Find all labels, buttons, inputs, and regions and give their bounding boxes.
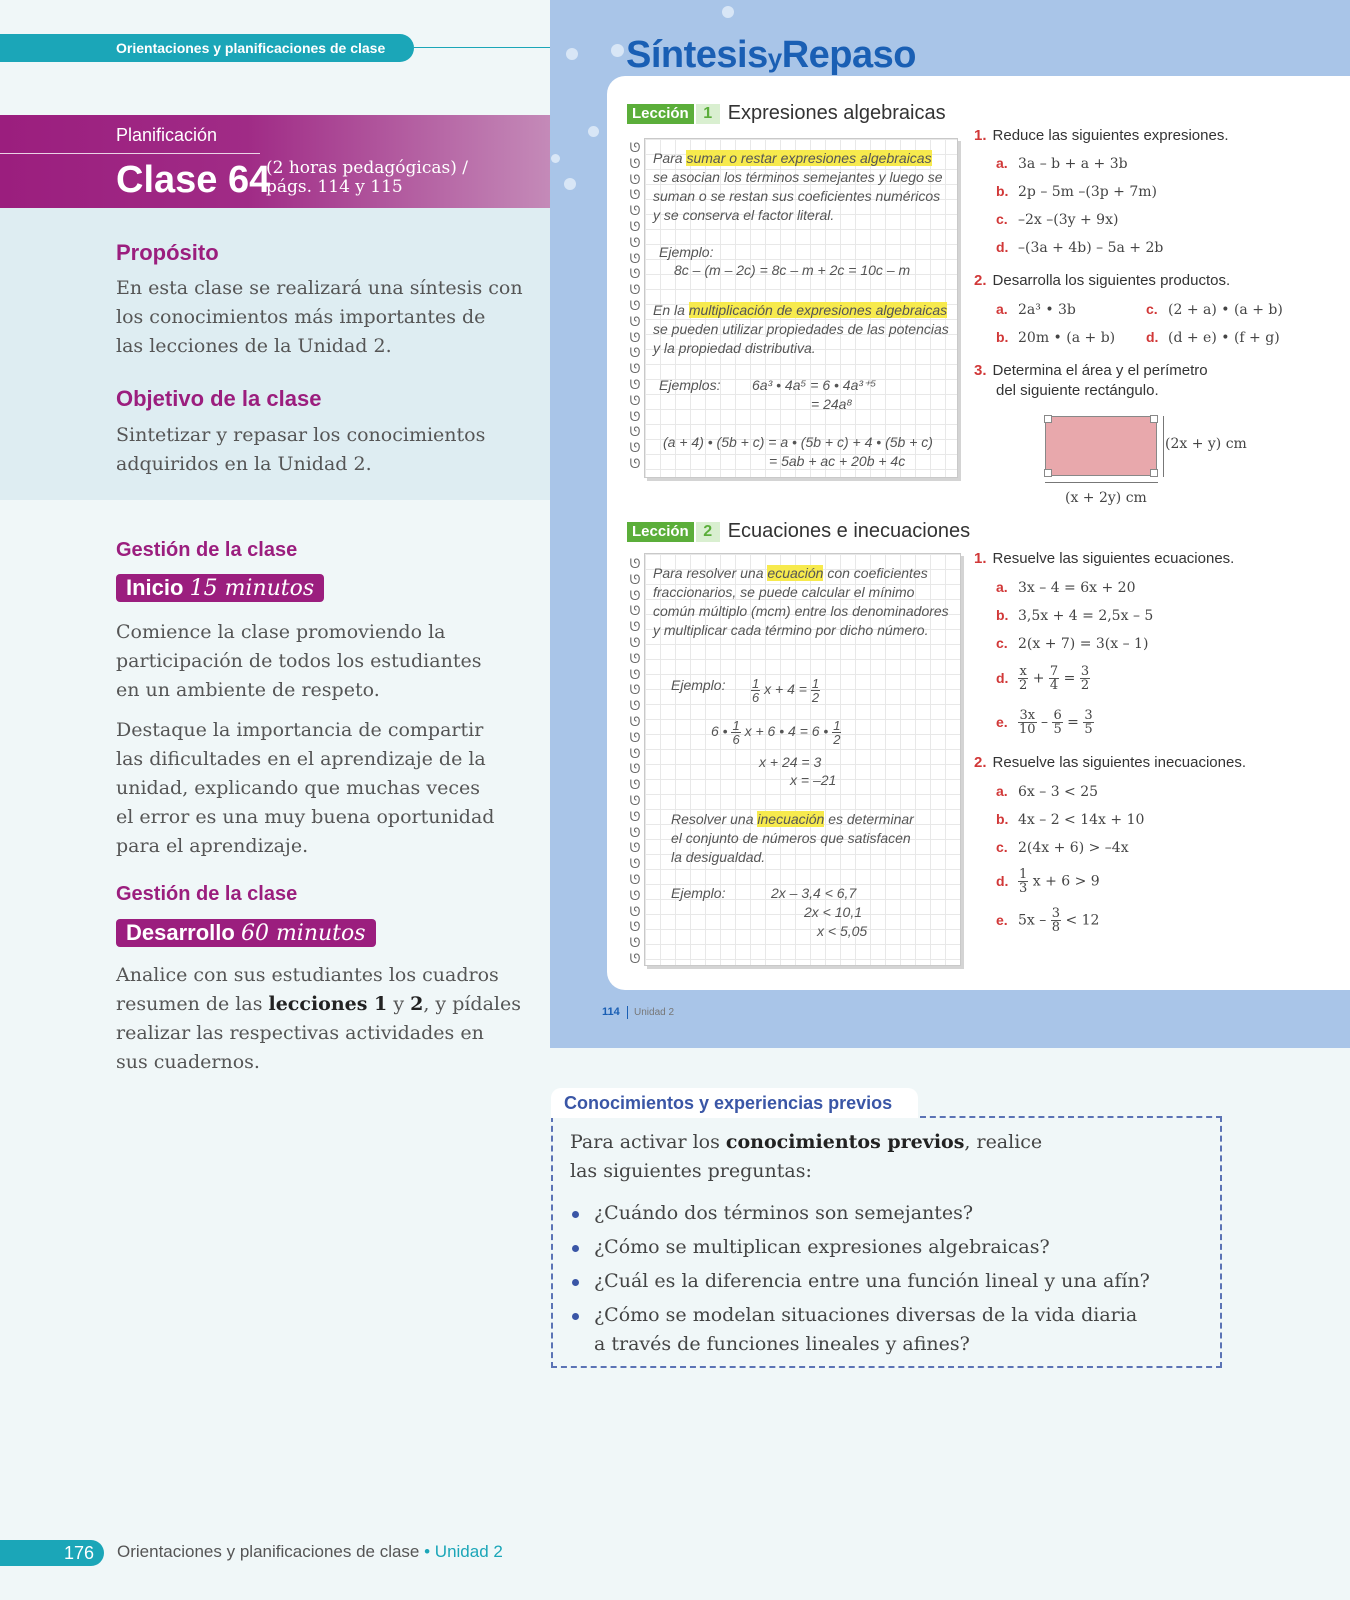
inicio-p2 (116, 716, 494, 861)
nb1-line: se asocian los términos semejantes y luego se (653, 169, 943, 185)
bullet-dot (572, 1313, 579, 1320)
q-text: Resuelve las siguientes inecuaciones. (992, 754, 1246, 771)
page-number-divider (627, 1006, 628, 1019)
text-run: , y pídales (423, 993, 521, 1015)
nb2-ineq: 2x – 3,4 < 6,7 (771, 885, 857, 901)
frac-num: 1 (732, 718, 740, 733)
frac-num: 1 (833, 718, 841, 733)
decor-dot (588, 126, 599, 137)
rect-corner (1044, 469, 1052, 477)
header-tab: Orientaciones y planificaciones de clase (0, 34, 414, 62)
hours-line1: (2 horas pedagógicas) / (266, 158, 468, 178)
leccion-number: 1 (696, 104, 720, 124)
q-text: Resuelve las siguientes ecuaciones. (992, 550, 1235, 567)
q-number: 2. (974, 272, 987, 289)
frac-den: 2 (811, 690, 820, 705)
frac-num: 3x (1019, 708, 1036, 723)
proposito-title: Propósito (116, 240, 219, 265)
cono-question: ¿Cuál es la diferencia entre una función lineal y una afín? (594, 1270, 1150, 1292)
dim-line-horizontal (1045, 482, 1158, 483)
text-line: sus cuadernos. (116, 1051, 260, 1073)
gestion-title-2: Gestión de la clase (116, 883, 298, 905)
pill-bold: Desarrollo (126, 920, 235, 945)
ex2-q1-item (996, 633, 1148, 654)
nb2-ineq: x < 5,05 (817, 923, 868, 939)
leccion-title: Expresiones algebraicas (727, 102, 946, 124)
fraction (1080, 665, 1090, 692)
proposito-line: En esta clase se realizará una síntesis con (116, 277, 523, 299)
item-expr: (d + e) • (f + g) (1168, 330, 1280, 346)
leccion-number: 2 (696, 522, 720, 542)
frac-num: x (1019, 664, 1027, 679)
header-line (414, 47, 550, 48)
cono-question-line: a través de funciones lineales y afines? (594, 1333, 970, 1355)
fraction (1018, 665, 1028, 692)
ex2-q2-item (996, 907, 1099, 934)
text-bold: lecciones 1 (268, 993, 388, 1015)
nb1-expr: (a + 4) • (5b + c) = a • (5b + c) + 4 • (5b + c) (663, 434, 933, 450)
text-bold: 2 (410, 993, 424, 1015)
nb2-line (653, 564, 928, 583)
nb2-step2 (711, 719, 841, 746)
objetivo-line: Sintetizar y repasar los conocimientos (116, 424, 486, 446)
decor-dot (722, 6, 734, 18)
ex2-q1-item (996, 605, 1153, 626)
item-letter: b. (996, 329, 1009, 345)
pill-bold: Inicio (126, 575, 184, 600)
item-letter: b. (996, 811, 1009, 827)
item-expr: –(3a + 4b) – 5a + 2b (1018, 240, 1164, 256)
frac-den: 10 (1019, 722, 1036, 737)
frac-den: 6 (752, 690, 760, 705)
fraction (811, 677, 820, 704)
nb2-step4: x = –21 (790, 772, 837, 788)
text-line (116, 990, 521, 1019)
text-run: En la (653, 302, 689, 318)
nb1-expr: = 24a⁸ (811, 396, 853, 412)
fraction (1049, 665, 1059, 692)
text-line: en un ambiente de respeto. (116, 679, 380, 701)
ex2-q2-item (996, 781, 1098, 802)
highlight: sumar o restar expresiones algebraicas (686, 150, 932, 166)
item-expr: 6x – 3 < 25 (1018, 784, 1099, 800)
frac-num: 1 (811, 676, 820, 691)
item-expr: 5x – (1018, 912, 1047, 929)
fraction (1052, 709, 1062, 736)
clase-title: Clase 64 (116, 159, 271, 201)
dim-line-vertical (1163, 416, 1164, 477)
hours-line2: págs. 114 y 115 (266, 177, 403, 197)
decor-dot (566, 48, 578, 60)
text-line: participación de todos los estudiantes (116, 650, 482, 672)
item-expr: 3a – b + a + 3b (1018, 156, 1128, 172)
rect-corner (1150, 415, 1158, 423)
frac-den: 2 (1080, 678, 1090, 693)
q-number: 1. (974, 127, 987, 144)
ex1-q1-item (996, 181, 1157, 202)
proposito-line: las lecciones de la Unidad 2. (116, 335, 392, 357)
footer-unit: Unidad 2 (434, 1542, 503, 1561)
item-expr: (2 + a) • (a + b) (1168, 302, 1283, 318)
text-run: y (387, 993, 411, 1015)
nb1-line: y se conserva el factor literal. (653, 207, 835, 223)
leccion-1-header (627, 102, 946, 122)
item-expr: 2(4x + 6) > –4x (1018, 840, 1129, 856)
proposito-line: los conocimientos más importantes de (116, 306, 486, 328)
ex2-q1 (974, 549, 1234, 569)
item-expr: 2a³ • 3b (1018, 302, 1076, 318)
footer-title: Orientaciones y planificaciones de clase (117, 1542, 420, 1561)
desarrollo-text (116, 961, 521, 1077)
proposito-text (116, 274, 523, 361)
ex1-q2-item (1146, 327, 1280, 348)
desarrollo-pill (116, 919, 376, 947)
clase-hours (266, 159, 468, 197)
frac-den: 6 (732, 732, 740, 747)
nb2-line: fraccionarios, se puede calcular el mínimo (653, 584, 915, 600)
spiral-binding: ᘎ ᘎ ᘎ ᘎ ᘎ ᘎ ᘎ ᘎ ᘎ ᘎ ᘎ ᘎ ᘎ ᘎ ᘎ ᘎ ᘎ ᘎ ᘎ ᘎ ᘎ (629, 140, 641, 471)
item-expr: x + 6 > 9 (1032, 873, 1100, 890)
item-letter: a. (996, 783, 1008, 799)
frac-num: 3 (1080, 664, 1090, 679)
plan-rule (0, 153, 260, 154)
text-line: Comience la clase promoviendo la (116, 621, 446, 643)
text-line: unidad, explicando que muchas veces (116, 777, 480, 799)
frac-den: 2 (1019, 678, 1028, 693)
fraction (751, 677, 760, 704)
nb2-line: común múltiplo (mcm) entre los denominadores (653, 603, 949, 619)
fraction (832, 719, 841, 746)
item-expr: 2(x + 7) = 3(x – 1) (1018, 636, 1149, 652)
nb2-ejemplo: Ejemplo: (671, 677, 726, 693)
ex2-q2 (974, 753, 1246, 773)
ex1-q2 (974, 271, 1230, 291)
ex1-q3 (974, 361, 1208, 381)
frac-num: 6 (1053, 708, 1062, 723)
q-text: Desarrolla los siguientes productos. (992, 272, 1231, 289)
frac-den: 5 (1053, 722, 1062, 737)
item-expr: –2x –(3y + 9x) (1018, 212, 1119, 228)
nb1-line (653, 149, 932, 168)
decor-dot (564, 178, 576, 190)
nb1-line: se pueden utilizar propiedades de las potencias (653, 321, 949, 337)
text-run: , realice (964, 1131, 1043, 1153)
text-line: para el aprendizaje. (116, 835, 309, 857)
item-letter: d. (996, 669, 1009, 686)
fraction (1018, 709, 1037, 736)
frac-den: 2 (833, 732, 841, 747)
text-run: Resolver una (671, 811, 758, 827)
item-letter: c. (996, 839, 1008, 855)
book-page-unit: Unidad 2 (634, 1007, 675, 1018)
nb2-step1 (751, 677, 820, 704)
ex2-q1-item: d. $\frac{x}{2}$ + $\frac{7}{4}$ = $\frac{3}{2}$ (996, 664, 1090, 693)
nb2-ineq: 2x < 10,1 (804, 904, 862, 920)
decor-dot (551, 154, 560, 163)
book-page-number: 114 (602, 1006, 620, 1018)
title-y: y (767, 43, 782, 73)
text-run: resumen de las (116, 993, 269, 1015)
ex2-q2-item (996, 809, 1144, 830)
item-letter: c. (996, 635, 1008, 651)
item-letter: d. (996, 239, 1009, 255)
planificacion-band (0, 115, 550, 208)
nb1-ejemplos: Ejemplos: (659, 377, 721, 393)
leccion-title: Ecuaciones e inecuaciones (727, 520, 971, 542)
ex2-q2-item (996, 837, 1129, 858)
cono-question (594, 1301, 1137, 1359)
book-title (626, 34, 916, 77)
text-run: 6 • (711, 723, 728, 740)
text-run: x + 4 = (764, 681, 807, 698)
nb2-line: y multiplicar cada término por dicho número. (653, 622, 929, 638)
item-letter: c. (1146, 301, 1158, 317)
objetivo-text (116, 421, 485, 479)
frac-den: 5 (1084, 722, 1093, 737)
q-text: Reduce las siguientes expresiones. (992, 127, 1229, 144)
nb2-line (671, 810, 914, 829)
item-letter: b. (996, 607, 1009, 623)
item-expr: 20m • (a + b) (1018, 330, 1116, 346)
frac-num: 1 (752, 676, 760, 691)
footer-page-number: 176 (0, 1540, 104, 1566)
q-number: 1. (974, 550, 987, 567)
text-line: el error es una muy buena oportunidad (116, 806, 495, 828)
bullet-dot (572, 1279, 579, 1286)
item-letter: c. (996, 211, 1008, 227)
fraction (1083, 709, 1093, 736)
fraction (731, 719, 740, 746)
item-expr: < 12 (1065, 912, 1100, 929)
leccion-label: Lección (627, 522, 694, 542)
nb1-expr: = 5ab + ac + 20b + 4c (769, 453, 906, 469)
item-letter: a. (996, 579, 1008, 595)
rect-corner (1044, 415, 1052, 423)
rect-corner (1150, 469, 1158, 477)
highlight: inecuación (757, 811, 825, 827)
item-letter: e. (996, 713, 1008, 730)
text-run: x + 6 • 4 = 6 • (744, 723, 829, 740)
ex1-q2-item (1146, 299, 1283, 320)
footer-text (117, 1542, 503, 1562)
ex1-q2-item (996, 299, 1076, 320)
text-run: con coeficientes (823, 565, 928, 581)
cono-intro (570, 1128, 1042, 1186)
frac-den: 3 (1019, 881, 1028, 896)
fraction (1051, 907, 1061, 934)
item-letter: a. (996, 155, 1008, 171)
item-expr: 2p – 5m –(3p + 7m) (1018, 184, 1158, 200)
q-number: 2. (974, 754, 987, 771)
highlight: multiplicación de expresiones algebraicas (688, 302, 948, 318)
ex1-q1-item (996, 209, 1118, 230)
rect-width-label: (x + 2y) cm (1065, 490, 1147, 506)
ex1-q3-line2: del siguiente rectángulo. (996, 382, 1159, 399)
item-expr: 3x – 4 = 6x + 20 (1018, 580, 1136, 596)
nb1-ejemplo: Ejemplo: (659, 244, 714, 260)
cono-question: ¿Cómo se multiplican expresiones algebraicas? (594, 1236, 1050, 1258)
item-letter: b. (996, 183, 1009, 199)
text-line: realizar las respectivas actividades en (116, 1022, 484, 1044)
item-letter: a. (996, 301, 1008, 317)
inicio-pill (116, 574, 324, 602)
item-letter: d. (1146, 329, 1159, 345)
objetivo-title: Objetivo de la clase (116, 386, 322, 411)
ex1-q1 (974, 126, 1229, 146)
text-line: Analice con sus estudiantes los cuadros (116, 964, 499, 986)
frac-num: 3 (1084, 708, 1093, 723)
nb1-line: suman o se restan sus coeficientes numéricos (653, 188, 941, 204)
nb2-line: la desigualdad. (671, 849, 766, 865)
text-line: las dificultades en el aprendizaje de la (116, 748, 486, 770)
rectangle-figure (1045, 416, 1157, 476)
cono-question-line: ¿Cómo se modelan situaciones diversas de la vida diaria (594, 1304, 1138, 1326)
decor-dot (611, 44, 624, 57)
text-line: Destaque la importancia de compartir (116, 719, 484, 741)
ex2-q1-item (996, 577, 1136, 598)
bullet-dot (572, 1245, 579, 1252)
frac-num: 3 (1051, 906, 1060, 921)
cono-question: ¿Cuándo dos términos son semejantes? (594, 1202, 974, 1224)
cono-line: las siguientes preguntas: (570, 1160, 812, 1182)
nb2-step3: x + 24 = 3 (759, 754, 822, 770)
highlight: ecuación (767, 565, 824, 581)
ex2-q1-item: e. $\frac{3x}{10}$ – $\frac{6}{5}$ = $\frac{3}{5}$ (996, 708, 1093, 737)
objetivo-line: adquiridos en la Unidad 2. (116, 453, 372, 475)
inicio-p1 (116, 618, 481, 705)
text-run: es determinar (824, 811, 914, 827)
nb1-line: y la propiedad distributiva. (653, 340, 816, 356)
frac-den: 4 (1049, 678, 1059, 693)
item-expr: 3,5x + 4 = 2,5x – 5 (1018, 608, 1154, 624)
nb1-expr: 6a³ • 4a⁵ = 6 • 4a³⁺⁵ (752, 377, 877, 393)
pill-time: 60 minutos (240, 921, 366, 946)
fraction (1018, 868, 1028, 895)
nb2-ejemplo: Ejemplo: (671, 885, 726, 901)
conocimientos-tab: Conocimientos y experiencias previos (551, 1088, 918, 1118)
cono-line (570, 1128, 1042, 1157)
item-letter: e. (996, 911, 1008, 928)
rect-height-label: (2x + y) cm (1165, 436, 1247, 452)
nb1-example-expr: 8c – (m – 2c) = 8c – m + 2c = 10c – m (674, 262, 911, 278)
text-run: Para (653, 150, 687, 166)
bullet-dot (572, 1211, 579, 1218)
title-repaso: Repaso (781, 34, 916, 76)
leccion-label: Lección (627, 104, 694, 124)
frac-num: 7 (1049, 664, 1059, 679)
ex1-q2-item (996, 327, 1115, 348)
ex2-q2-item (996, 868, 1100, 895)
footer-sep: • (419, 1542, 435, 1561)
item-letter: d. (996, 872, 1009, 889)
frac-den: 8 (1051, 920, 1060, 935)
leccion-2-header (627, 520, 970, 540)
q-number: 3. (974, 362, 987, 379)
ex1-q1-item (996, 237, 1163, 258)
plan-label: Planificación (116, 125, 218, 145)
nb1-line (653, 301, 947, 320)
title-sintesis: Síntesis (626, 34, 768, 76)
frac-num: 1 (1019, 867, 1028, 882)
ex1-q1-item (996, 153, 1128, 174)
text-run: Para resolver una (653, 565, 768, 581)
gestion-title-1: Gestión de la clase (116, 539, 298, 561)
text-run: Para activar los (570, 1131, 726, 1153)
item-expr: 4x – 2 < 14x + 10 (1018, 812, 1145, 828)
nb2-line: el conjunto de números que satisfacen (671, 830, 911, 846)
text-bold: conocimientos previos (725, 1131, 965, 1153)
pill-time: 15 minutos (189, 576, 315, 601)
spiral-binding: ᘎ ᘎ ᘎ ᘎ ᘎ ᘎ ᘎ ᘎ ᘎ ᘎ ᘎ ᘎ ᘎ ᘎ ᘎ ᘎ ᘎ ᘎ ᘎ ᘎ ᘎ ᘎ ᘎ ᘎ ᘎ ᘎ (629, 556, 641, 966)
q-text: Determina el área y el perímetro (992, 362, 1208, 379)
